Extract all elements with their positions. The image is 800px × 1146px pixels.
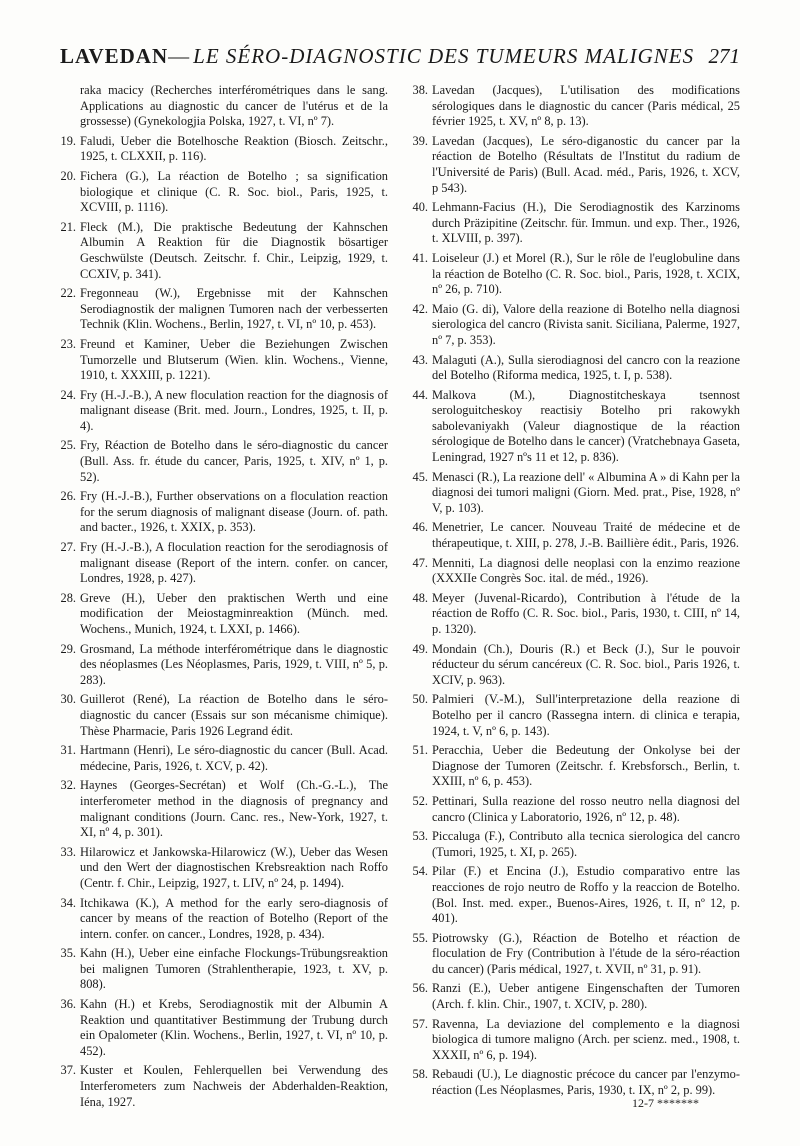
entry-number: 48. [412, 590, 428, 605]
entry-text: Itchikawa (K.), A method for the early sero-diagnosis of cancer by means of the reaction of Botelho (Report of the intern. confer. on cancer., Londres, 1928, p. 434). [80, 895, 388, 941]
bibliography-entry [58, 438, 388, 485]
bibliography-entry [58, 896, 388, 943]
entry-number: 24. [60, 387, 76, 402]
page-number: 271 [708, 44, 740, 68]
bibliography-entry [410, 134, 740, 196]
entry-text: Ravenna, La deviazione del complemento e la diagnosi biologica di tumore maligno (Arch. per scienz. med., 1908, t. XXXII, nº 6, p. 194). [432, 1016, 740, 1062]
bibliography-entry [410, 931, 740, 978]
entry-number: 51. [412, 743, 428, 758]
entry-text: Loiseleur (J.) et Morel (R.), Sur le rôle de l'euglobuline dans la réaction de Botelho (C. R. Soc. biol., Paris, 1928, t. XCIX, nº 26, p. 710). [432, 250, 740, 297]
entry-number: 21. [60, 219, 76, 234]
bibliography-entry [58, 845, 388, 892]
bibliography-entry [410, 200, 740, 247]
entry-text: Menasci (R.), La reazione dell' « Albumina A » di Kahn per la diagnosi dei tumori maligni (Giorn. Med. prat., Pise, 1928, nº V, p. 103). [432, 469, 740, 515]
entry-number: 25. [60, 438, 76, 453]
bibliography-entry [58, 591, 388, 638]
bibliography-entry [410, 864, 740, 926]
entry-text: Lehmann-Facius (H.), Die Serodiagnostik des Karzinoms durch Präzipitine (Zeitschr. für. Immun. und exp. Ther., 1926, t. XLVIII, p. 397). [432, 200, 740, 246]
entry-number: 29. [60, 641, 76, 656]
bibliography-entry [410, 470, 740, 517]
bibliography-entry [410, 642, 740, 689]
bibliography-entry [410, 520, 740, 551]
entry-number: 49. [412, 641, 428, 656]
bibliography-entry [410, 1017, 740, 1064]
entry-text: Kuster et Koulen, Fehlerquellen bei Verwendung des Interferometers zum Nachweis der Abderhalden-Reaktion, Iéna, 1927. [80, 1063, 388, 1109]
entry-text: Ranzi (E.), Ueber antigene Eingenschaften der Tumoren (Arch. f. klin. Chir., 1907, t. XCIV, p. 280). [432, 981, 740, 1012]
bibliography-entry [410, 556, 740, 587]
entry-number: 54. [412, 864, 428, 879]
entry-text: Menetrier, Le cancer. Nouveau Traité de médecine et de thérapeutique, t. XIII, p. 278, J.-B. Baillière édit., Paris, 1926. [432, 520, 740, 551]
entry-number: 27. [60, 540, 76, 555]
entry-text: Malaguti (A.), Sulla sierodiagnosi del cancro con la reazione del Botelho (Riforma medica, 1925, t. I, p. 538). [432, 352, 740, 383]
bibliography-entry [58, 778, 388, 840]
bibliography-entry [58, 337, 388, 384]
entry-text: Pilar (F.) et Encina (J.), Estudio comparativo entre las reacciones de rojo neutro de Roffo y la reaccion de Botelho. (Bol. Inst. med. exper., Buenos-Aires, 1926, t. II, nº 12, p. 401). [432, 864, 740, 926]
bibliography-entry [410, 302, 740, 349]
entry-text: Freund et Kaminer, Ueber die Beziehungen Zwischen Tumorzelle und Blutserum (Wien. klin. Wochens., Vienne, 1910, t. XXXIII, p. 1221). [80, 336, 388, 383]
entry-number: 30. [60, 692, 76, 707]
entry-text: Fry (H.-J.-B.), A floculation reaction for the serodiagnosis of malignant disease (Report of the intern. confer. on cancer, Londres, 1928, p. 427). [80, 540, 388, 586]
running-header [60, 44, 740, 69]
bibliography-entry [58, 946, 388, 993]
entry-number: 35. [60, 946, 76, 961]
entry-number: 58. [412, 1067, 428, 1082]
bibliography-entry [58, 134, 388, 165]
entry-number: 37. [60, 1063, 76, 1078]
header-title: LE SÉRO-DIAGNOSTIC DES TUMEURS MALIGNES [193, 44, 695, 68]
entry-number: 41. [412, 250, 428, 265]
bibliography-entry [58, 743, 388, 774]
entry-text: Meyer (Juvenal-Ricardo), Contribution à l'étude de la réaction de Roffo (C. R. Soc. biol., Paris, 1930, t. CIII, nº 14, p. 1320). [432, 590, 740, 636]
header-author: LAVEDAN [60, 44, 169, 68]
bibliography-entry [410, 692, 740, 739]
entry-number: 39. [412, 133, 428, 148]
entry-number: 20. [60, 168, 76, 183]
entry-text: Haynes (Georges-Secrétan) et Wolf (Ch.-G.-L.), The interferometer method in the diagnosis of pregnancy and malignant conditions (Journ. Canc. res., New-York, 1927, t. XI, nº 4, p. 301). [80, 778, 388, 840]
bibliography-entry [58, 83, 388, 130]
bibliography-entry [410, 981, 740, 1012]
bibliography-entry [58, 169, 388, 216]
entry-text: Guillerot (René), La réaction de Botelho dans le séro-diagnostic du cancer (Essais sur son mécanisme chimique). Thèse Pharmacie, Paris 1926 Legrand édit. [80, 692, 388, 738]
bibliography-entry [410, 1067, 740, 1098]
bibliography-entry [410, 743, 740, 790]
bibliography-entry [58, 1063, 388, 1110]
entry-text: Rebaudi (U.), Le diagnostic précoce du cancer par l'enzymo-réaction (Les Néoplasmes, Paris, 1930, t. IX, nº 2, p. 99). [432, 1067, 740, 1098]
entry-number: 46. [412, 520, 428, 535]
entry-text: Kahn (H.), Ueber eine einfache Flockungs-Trübungsreaktion bei malignen Tumoren (Strahlentherapie, 1923, t. XV, p. 808). [80, 946, 388, 992]
bibliography-entry [58, 642, 388, 689]
entry-number: 33. [60, 844, 76, 859]
entry-number: 32. [60, 778, 76, 793]
entry-text: Fleck (M.), Die praktische Bedeutung der Kahnschen Albumin A Reaktion für die Diagnostik bösartiger Geschwülste (Deutsch. Zeitschr. f. Chir., Leipzig, 1929, t. CCXIV, p. 341). [80, 219, 388, 281]
printer-signature: 12-7 ******* [632, 1096, 699, 1110]
entry-text: Peracchia, Ueber die Bedeutung der Onkolyse bei der Diagnose der Tumoren (Zeitschr. f. Krebsforsch., Berlin, t. XXIII, nº 6, p. 453). [432, 743, 740, 789]
bibliography-entry [58, 692, 388, 739]
bibliography-entry [410, 829, 740, 860]
entry-number: 43. [412, 352, 428, 367]
entry-text: Lavedan (Jacques), L'utilisation des modifications sérologiques dans le diagnostic du cancer (Paris médical, 25 février 1925, t. XV, nº 8, p. 13). [432, 83, 740, 129]
bibliography-entry [410, 794, 740, 825]
left-column [58, 83, 388, 1114]
entry-text: Faludi, Ueber die Botelhosche Reaktion (Biosch. Zeitschr., 1925, t. CLXXII, p. 116). [80, 133, 388, 164]
entry-text: Fry (H.-J.-B.), Further observations on a floculation reaction for the serum diagnosis of malignant disease (Journ. of. path. and bacter., 1926, t. XXIX, p. 353). [80, 489, 388, 535]
entry-text: Fregonneau (W.), Ergebnisse mit der Kahnschen Serodiagnostik der malignen Tumoren nach der verbesserten Technik (Klin. Wochens., Berlin, 1927, t. VI, nº 10, p. 453). [80, 286, 388, 332]
entry-number: 44. [412, 387, 428, 402]
bibliography-entry [58, 388, 388, 435]
entry-text: Piotrowsky (G.), Réaction de Botelho et réaction de floculation de Fry (Contribution à l'étude de la séro-réaction du cancer) (Paris médical, 1927, t. XVII, nº 31, p. 91). [432, 930, 740, 976]
entry-text: Fichera (G.), La réaction de Botelho ; sa signification biologique et clinique (C. R. Soc. biol., Paris, 1925, t. XCVIII, p. 1116). [80, 168, 388, 215]
entry-number: 53. [412, 829, 428, 844]
entry-text: Malkova (M.), Diagnostitcheskaya tsennost serologuitcheskoy reactisiy Botelho pri rakowykh sabolevaniyakh (Valeur diagnostique de la réaction sérologique de Botelho dans le cancer) (Vratchebnaya Gaseta, Leningrad, 1927 nºs 11 et 12, p. 836). [432, 387, 740, 465]
entry-text: Maio (G. di), Valore della reazione di Botelho nella diagnosi sierologica del cancro (Rivista sanit. Siciliana, Palerme, 1927, nº 7, p. 353). [432, 301, 740, 347]
entry-number: 42. [412, 301, 428, 316]
header-left [60, 44, 694, 69]
entry-text: Lavedan (Jacques), Le séro-diganostic du cancer par la réaction de Botelho (Résultats de l'Institut du radium de l'Université de Paris) (Bull. Acad. méd., Paris, 1926, t. XCV, p 543). [432, 133, 740, 195]
entry-text: Grosmand, La méthode interférométrique dans le diagnostic des néoplasmes (Les Néoplasmes, Paris, 1929, t. VIII, nº 5, p. 283). [80, 641, 388, 687]
bibliography-entry [58, 997, 388, 1059]
entry-text: Kahn (H.) et Krebs, Serodiagnostik mit der Albumin A Reaktion und quantitativer Bestimmung der Trubung durch ein Opalometer (Klin. Wochens., Berlin, 1927, t. VI, nº 10, p. 452). [80, 997, 388, 1058]
header-dash: — [168, 44, 190, 68]
entry-number: 26. [60, 489, 76, 504]
entry-text: Palmieri (V.-M.), Sull'interpretazione della reazione di Botelho per il cancro (Rassegna intern. di clinica e terapia, 1924, t. V, nº 6, p. 143). [432, 692, 740, 738]
entry-number: 45. [412, 469, 428, 484]
entry-number: 50. [412, 692, 428, 707]
right-column [410, 83, 740, 1103]
entry-text: Fry (H.-J.-B.), A new floculation reaction for the diagnosis of malignant disease (Brit. med. Journ., Londres, 1925, t. II, p. 4). [80, 387, 388, 433]
entry-number: 52. [412, 793, 428, 808]
entry-text: Fry, Réaction de Botelho dans le séro-diagnostic du cancer (Bull. Ass. fr. étude du cancer, Paris, 1925, t. XIV, nº 1, p. 52). [80, 438, 388, 484]
entry-text: raka macicy (Recherches interférométriques dans le sang. Applications au diagnostic du cancer de l'utérus et de la grossesse) (Gynekologjia Polska, 1927, t. VI, nº 7). [80, 83, 388, 129]
entry-text: Pettinari, Sulla reazione del rosso neutro nella diagnosi del cancro (Clinica y Laboratorio, 1926, nº 12, p. 48). [432, 793, 740, 824]
bibliography-entry [410, 388, 740, 466]
entry-number: 28. [60, 590, 76, 605]
bibliography-entry [58, 540, 388, 587]
entry-number: 47. [412, 555, 428, 570]
bibliography-entry [410, 591, 740, 638]
entry-text: Menniti, La diagnosi delle neoplasi con la enzimo reazione (XXXIIe Congrès Soc. ital. de méd., 1926). [432, 555, 740, 586]
entry-number: 40. [412, 200, 428, 215]
entry-text: Mondain (Ch.), Douris (R.) et Beck (J.), Sur le pouvoir réducteur du sérum cancéreux (C. R. Soc. biol., Paris 1926, t. XCIV, p. 963). [432, 641, 740, 687]
entry-number: 38. [412, 83, 428, 97]
bibliography-entry [58, 220, 388, 282]
entry-number: 56. [412, 981, 428, 996]
entry-text: Hilarowicz et Jankowska-Hilarowicz (W.), Ueber das Wesen und den Wert der diagnostischen Krebsreaktion nach Roffo (Centr. f. Chir., Leipzig, 1927, t. LIV, nº 24, p. 1494). [80, 844, 388, 890]
entry-number: 23. [60, 336, 76, 351]
entry-number: 19. [60, 133, 76, 148]
entry-number: 34. [60, 895, 76, 910]
entry-text: Piccaluga (F.), Contributo alla tecnica sierologica del cancro (Tumori, 1925, t. XI, p. 265). [432, 829, 740, 859]
bibliography-entry [410, 251, 740, 298]
bibliography-entry [58, 489, 388, 536]
entry-text: Greve (H.), Ueber den praktischen Werth und eine modification der Meiostagminreaktion (Münch. med. Wochens., Munich, 1924, t. LXXI, p. 1466). [80, 590, 388, 636]
bibliography-entry [410, 353, 740, 384]
entry-number: 57. [412, 1016, 428, 1031]
entry-number: 36. [60, 997, 76, 1012]
bibliography-entry [58, 286, 388, 333]
entry-number: 55. [412, 930, 428, 945]
entry-number: 31. [60, 743, 76, 758]
entry-number: 22. [60, 286, 76, 301]
bibliography-entry [410, 83, 740, 130]
entry-text: Hartmann (Henri), Le séro-diagnostic du cancer (Bull. Acad. médecine, Paris, 1926, t. XCV, p. 42). [80, 743, 388, 773]
